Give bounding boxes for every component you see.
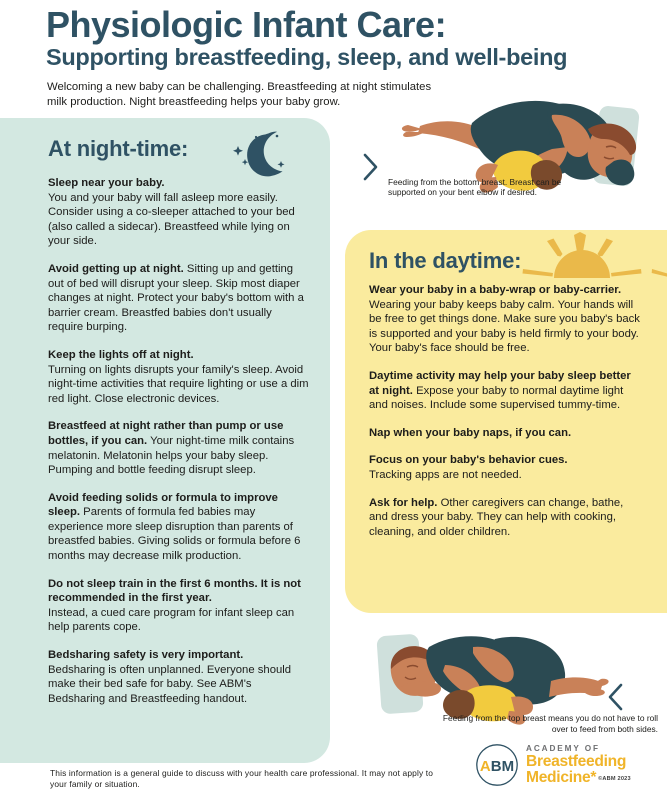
day-item-text: Wearing your baby keeps baby calm. Your hands will be free to get things done. Make sure you baby's back is supported and your baby is held firmly to your body. Your baby's face should be free. [369, 298, 640, 355]
night-item-bold: Breastfeed at night rather than pump or use bottles, if you can. [48, 420, 284, 447]
svg-text:ABM: ABM [479, 758, 515, 775]
night-item [48, 577, 310, 635]
night-item-bold: Do not sleep train in the first 6 months. It is not recommended in the first year. [48, 577, 301, 605]
day-item [369, 283, 642, 356]
abm-logo-mark [474, 743, 520, 787]
crescent-moon-icon [232, 130, 292, 180]
day-item [369, 426, 642, 441]
day-item-bold: Wear your baby in a baby-wrap or baby-carrier. [369, 284, 622, 296]
abm-copyright: ©ABM 2023 [598, 776, 631, 782]
night-item-bold: Bedsharing safety is very important. [48, 649, 244, 662]
day-item-bold: Focus on your baby's behavior cues. [369, 454, 568, 467]
daytime-content [369, 283, 642, 539]
abm-medicine-line [526, 770, 631, 787]
page-subtitle: Supporting breastfeeding, sleep, and well-being [46, 44, 568, 70]
night-item [48, 419, 310, 477]
day-item [369, 369, 642, 413]
abm-trademark: * [590, 769, 597, 786]
day-item [369, 496, 642, 540]
chevron-right-icon [362, 152, 380, 187]
night-item [48, 262, 310, 335]
day-item-text: Tracking apps are not needed. [369, 468, 522, 481]
night-item [48, 348, 310, 406]
night-item [48, 176, 310, 249]
night-item [48, 491, 310, 564]
night-item-text: Turning on lights disrupts your family's sleep. Avoid night-time activities that require lighting or use a dim red light. Close electronic devices. [48, 363, 309, 405]
night-item-text: Bedsharing is often unplanned. Everyone should make their bed safe for baby. See ABM's Bedsharing and Breastfeeding handout. [48, 663, 292, 705]
night-item-text: Sitting up and getting out of bed will disrupt your sleep. Skip most diaper changes at night. Protect your baby's bottom with a barrier cream. Breastfed babies don't usually require burping. [48, 262, 304, 334]
abm-medicine: Medicine [526, 769, 591, 786]
page-title: Physiologic Infant Care: [46, 4, 447, 45]
night-time-heading: At night-time: [48, 136, 189, 161]
night-item-text: Parents of formula fed babies may experience more sleep disruption than parents of breastfed babies. Giving solids or formula before 6 months may decrease milk production. [48, 506, 301, 563]
abm-breastfeeding: Breastfeeding [526, 753, 627, 770]
day-item [369, 453, 642, 482]
intro-text: Welcoming a new baby can be challenging. Breastfeeding at night stimulates milk production. Night breastfeeding helps your baby grow. [47, 81, 432, 108]
day-item-bold: Ask for help. [369, 496, 438, 509]
night-item-bold: Avoid feeding solids or formula to improve sleep. [48, 491, 278, 519]
sun-icon [497, 232, 667, 282]
day-item-bold: Nap when your baby naps, if you can. [369, 426, 572, 439]
chevron-left-icon [607, 682, 625, 717]
daytime-heading: In the daytime: [369, 248, 522, 273]
abm-logo-text [526, 744, 631, 787]
night-item-bold: Keep the lights off at night. [48, 348, 194, 361]
day-item-text: Expose your baby to normal daytime light and noises. Include some supervised tummy-time. [369, 384, 624, 412]
night-item-text: Your night-time milk contains melatonin. Melatonin helps your baby sleep. Pumping and bottle feeding disrupt sleep. [48, 434, 295, 477]
night-item-bold: Avoid getting up at night. [48, 262, 184, 275]
night-item-bold: Sleep near your baby. [48, 177, 165, 189]
day-item-bold: Daytime activity may help your baby sleep better at night. [369, 369, 631, 397]
abm-academy-of: ACADEMY OF [526, 744, 600, 753]
footer-disclaimer: This information is a general guide to discuss with your health care professional. It may not apply to your family or situation. [50, 768, 434, 789]
abm-logo [474, 742, 664, 788]
bottom-illustration-caption: Feeding from the top breast means you do not have to roll over to feed from both sides. [442, 713, 658, 734]
night-item [48, 648, 310, 706]
night-item-text: Instead, a cued care program for infant sleep can help parents cope. [48, 606, 295, 634]
day-item-text: Other caregivers can change, bathe, and dress your baby. They can help with cooking, cleaning, and older children. [369, 496, 624, 538]
night-time-content [48, 176, 310, 706]
night-item-text: You and your baby will fall asleep more easily. Consider using a co-sleeper attached to your bed (also called a sidecar). Breastfeed while lying on your side. [48, 191, 295, 248]
top-illustration-caption: Feeding from the bottom breast. Breast can be supported on your bent elbow if desired. [388, 177, 562, 198]
